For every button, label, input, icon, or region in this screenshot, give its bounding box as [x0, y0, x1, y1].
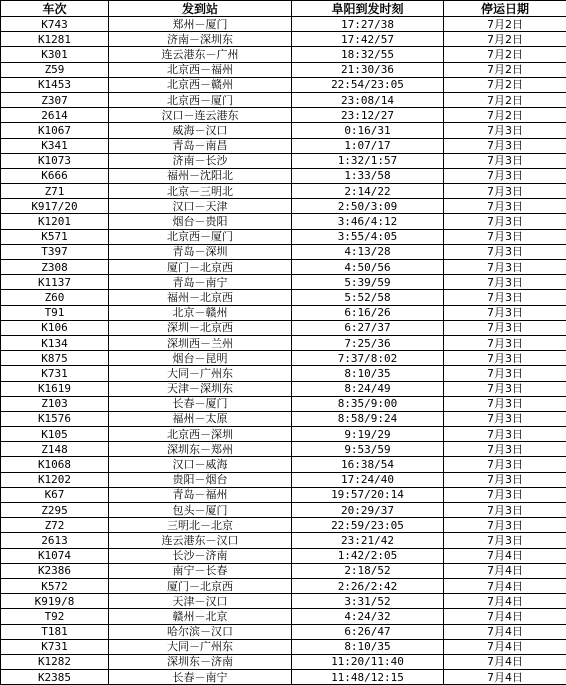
- route-cell: 北京西－厦门: [109, 92, 292, 107]
- time-cell: 17:42/57: [292, 32, 444, 47]
- time-cell: 16:38/54: [292, 457, 444, 472]
- train-number-cell: K1201: [1, 214, 109, 229]
- train-number-cell: T181: [1, 624, 109, 639]
- time-cell: 22:59/23:05: [292, 518, 444, 533]
- time-cell: 17:24/40: [292, 472, 444, 487]
- time-cell: 9:19/29: [292, 427, 444, 442]
- time-cell: 7:37/8:02: [292, 351, 444, 366]
- table-row: [1, 168, 566, 183]
- time-cell: 5:39/59: [292, 275, 444, 290]
- route-cell: 烟台－贵阳: [109, 214, 292, 229]
- route-cell: 连云港东－广州: [109, 47, 292, 62]
- time-cell: 19:57/20:14: [292, 487, 444, 502]
- train-number-cell: K1074: [1, 548, 109, 563]
- train-number-cell: Z71: [1, 184, 109, 199]
- table-row: [1, 427, 566, 442]
- table-row: [1, 503, 566, 518]
- route-cell: 长春－厦门: [109, 396, 292, 411]
- train-number-cell: K1576: [1, 411, 109, 426]
- time-cell: 2:14/22: [292, 184, 444, 199]
- route-cell: 北京西－赣州: [109, 77, 292, 92]
- date-cell: 7月4日: [444, 639, 566, 654]
- train-number-cell: K731: [1, 639, 109, 654]
- table-row: [1, 77, 566, 92]
- train-number-cell: K919/8: [1, 594, 109, 609]
- route-cell: 北京西－福州: [109, 62, 292, 77]
- table-row: [1, 229, 566, 244]
- date-cell: 7月3日: [444, 366, 566, 381]
- train-number-cell: K341: [1, 138, 109, 153]
- table-row: [1, 654, 566, 669]
- time-cell: 23:12/27: [292, 108, 444, 123]
- route-cell: 厦门－北京西: [109, 578, 292, 593]
- route-cell: 北京－三明北: [109, 184, 292, 199]
- table-row: [1, 260, 566, 275]
- time-cell: 23:21/42: [292, 533, 444, 548]
- time-cell: 23:08/14: [292, 92, 444, 107]
- train-number-cell: K1453: [1, 77, 109, 92]
- date-cell: 7月2日: [444, 92, 566, 107]
- route-cell: 福州－沈阳北: [109, 168, 292, 183]
- route-cell: 天津－汉口: [109, 594, 292, 609]
- table-row: [1, 32, 566, 47]
- time-cell: 18:32/55: [292, 47, 444, 62]
- date-cell: 7月3日: [444, 442, 566, 457]
- train-number-cell: K1619: [1, 381, 109, 396]
- train-number-cell: Z308: [1, 260, 109, 275]
- route-cell: 深圳东－济南: [109, 654, 292, 669]
- date-cell: 7月2日: [444, 77, 566, 92]
- time-cell: 4:50/56: [292, 260, 444, 275]
- date-cell: 7月3日: [444, 351, 566, 366]
- time-cell: 3:31/52: [292, 594, 444, 609]
- date-cell: 7月3日: [444, 396, 566, 411]
- date-cell: 7月4日: [444, 594, 566, 609]
- date-cell: 7月4日: [444, 670, 566, 685]
- date-cell: 7月3日: [444, 199, 566, 214]
- route-cell: 济南－长沙: [109, 153, 292, 168]
- route-cell: 郑州－厦门: [109, 17, 292, 32]
- train-number-cell: K301: [1, 47, 109, 62]
- time-cell: 2:26/2:42: [292, 578, 444, 593]
- time-cell: 1:33/58: [292, 168, 444, 183]
- date-cell: 7月3日: [444, 320, 566, 335]
- time-cell: 9:53/59: [292, 442, 444, 457]
- route-cell: 汉口－连云港东: [109, 108, 292, 123]
- train-number-cell: K1281: [1, 32, 109, 47]
- date-cell: 7月3日: [444, 123, 566, 138]
- train-number-cell: K1067: [1, 123, 109, 138]
- table-row: [1, 487, 566, 502]
- date-cell: 7月2日: [444, 17, 566, 32]
- header-route: 发到站: [109, 1, 292, 17]
- train-number-cell: K2385: [1, 670, 109, 685]
- table-row: [1, 320, 566, 335]
- route-cell: 青岛－福州: [109, 487, 292, 502]
- table-row: [1, 670, 566, 685]
- time-cell: 8:58/9:24: [292, 411, 444, 426]
- route-cell: 贵阳－烟台: [109, 472, 292, 487]
- route-cell: 深圳东－郑州: [109, 442, 292, 457]
- date-cell: 7月3日: [444, 244, 566, 259]
- time-cell: 17:27/38: [292, 17, 444, 32]
- date-cell: 7月4日: [444, 563, 566, 578]
- date-cell: 7月3日: [444, 487, 566, 502]
- table-row: [1, 184, 566, 199]
- table-row: [1, 518, 566, 533]
- time-cell: 1:07/17: [292, 138, 444, 153]
- table-row: [1, 335, 566, 350]
- date-cell: 7月4日: [444, 654, 566, 669]
- train-number-cell: Z103: [1, 396, 109, 411]
- train-number-cell: T397: [1, 244, 109, 259]
- table-row: [1, 17, 566, 32]
- time-cell: 6:16/26: [292, 305, 444, 320]
- train-number-cell: K1202: [1, 472, 109, 487]
- time-cell: 1:32/1:57: [292, 153, 444, 168]
- table-row: [1, 578, 566, 593]
- table-row: [1, 609, 566, 624]
- table-row: [1, 214, 566, 229]
- date-cell: 7月3日: [444, 335, 566, 350]
- time-cell: 0:16/31: [292, 123, 444, 138]
- route-cell: 汉口－威海: [109, 457, 292, 472]
- train-number-cell: K1068: [1, 457, 109, 472]
- train-number-cell: K666: [1, 168, 109, 183]
- table-row: [1, 138, 566, 153]
- date-cell: 7月3日: [444, 214, 566, 229]
- train-number-cell: K1137: [1, 275, 109, 290]
- table-row: [1, 442, 566, 457]
- route-cell: 哈尔滨－汉口: [109, 624, 292, 639]
- table-row: [1, 47, 566, 62]
- date-cell: 7月3日: [444, 275, 566, 290]
- train-number-cell: K572: [1, 578, 109, 593]
- train-number-cell: K571: [1, 229, 109, 244]
- header-suspension-date: 停运日期: [444, 1, 566, 17]
- date-cell: 7月4日: [444, 578, 566, 593]
- time-cell: 5:52/58: [292, 290, 444, 305]
- train-number-cell: Z72: [1, 518, 109, 533]
- train-number-cell: 2614: [1, 108, 109, 123]
- route-cell: 连云港东－汉口: [109, 533, 292, 548]
- train-number-cell: K67: [1, 487, 109, 502]
- date-cell: 7月3日: [444, 518, 566, 533]
- train-number-cell: Z59: [1, 62, 109, 77]
- route-cell: 青岛－南昌: [109, 138, 292, 153]
- time-cell: 11:20/11:40: [292, 654, 444, 669]
- date-cell: 7月2日: [444, 32, 566, 47]
- time-cell: 11:48/12:15: [292, 670, 444, 685]
- table-row: [1, 62, 566, 77]
- time-cell: 4:24/32: [292, 609, 444, 624]
- time-cell: 21:30/36: [292, 62, 444, 77]
- route-cell: 烟台－昆明: [109, 351, 292, 366]
- date-cell: 7月3日: [444, 138, 566, 153]
- train-number-cell: K917/20: [1, 199, 109, 214]
- route-cell: 福州－太原: [109, 411, 292, 426]
- train-number-cell: K875: [1, 351, 109, 366]
- table-row: [1, 457, 566, 472]
- table-row: [1, 411, 566, 426]
- route-cell: 大同－广州东: [109, 639, 292, 654]
- table-row: [1, 305, 566, 320]
- time-cell: 8:10/35: [292, 366, 444, 381]
- train-number-cell: K105: [1, 427, 109, 442]
- table-row: [1, 396, 566, 411]
- route-cell: 北京西－厦门: [109, 229, 292, 244]
- route-cell: 南宁－长春: [109, 563, 292, 578]
- time-cell: 2:50/3:09: [292, 199, 444, 214]
- route-cell: 赣州－北京: [109, 609, 292, 624]
- train-number-cell: Z60: [1, 290, 109, 305]
- header-row: [1, 1, 566, 17]
- date-cell: 7月3日: [444, 184, 566, 199]
- route-cell: 青岛－南宁: [109, 275, 292, 290]
- route-cell: 长沙－济南: [109, 548, 292, 563]
- date-cell: 7月2日: [444, 47, 566, 62]
- route-cell: 济南－深圳东: [109, 32, 292, 47]
- date-cell: 7月4日: [444, 548, 566, 563]
- route-cell: 深圳－北京西: [109, 320, 292, 335]
- route-cell: 三明北－北京: [109, 518, 292, 533]
- table-row: [1, 351, 566, 366]
- route-cell: 大同－广州东: [109, 366, 292, 381]
- train-number-cell: T91: [1, 305, 109, 320]
- table-body: [1, 17, 566, 685]
- table-row: [1, 639, 566, 654]
- table-row: [1, 244, 566, 259]
- header-fuyang-times: 阜阳到发时刻: [292, 1, 444, 17]
- route-cell: 汉口－天津: [109, 199, 292, 214]
- route-cell: 深圳西－兰州: [109, 335, 292, 350]
- time-cell: 20:29/37: [292, 503, 444, 518]
- train-number-cell: Z307: [1, 92, 109, 107]
- route-cell: 福州－北京西: [109, 290, 292, 305]
- time-cell: 6:27/37: [292, 320, 444, 335]
- route-cell: 天津－深圳东: [109, 381, 292, 396]
- date-cell: 7月3日: [444, 168, 566, 183]
- date-cell: 7月3日: [444, 229, 566, 244]
- date-cell: 7月3日: [444, 260, 566, 275]
- table-row: [1, 381, 566, 396]
- train-number-cell: Z295: [1, 503, 109, 518]
- route-cell: 包头－厦门: [109, 503, 292, 518]
- time-cell: 6:26/47: [292, 624, 444, 639]
- route-cell: 长春－南宁: [109, 670, 292, 685]
- date-cell: 7月3日: [444, 305, 566, 320]
- date-cell: 7月2日: [444, 62, 566, 77]
- table-row: [1, 624, 566, 639]
- table-row: [1, 290, 566, 305]
- table-row: [1, 123, 566, 138]
- route-cell: 威海－汉口: [109, 123, 292, 138]
- table-row: [1, 366, 566, 381]
- date-cell: 7月3日: [444, 411, 566, 426]
- table-row: [1, 594, 566, 609]
- route-cell: 北京－赣州: [109, 305, 292, 320]
- date-cell: 7月3日: [444, 427, 566, 442]
- time-cell: 3:55/4:05: [292, 229, 444, 244]
- time-cell: 2:18/52: [292, 563, 444, 578]
- header-train-number: 车次: [1, 1, 109, 17]
- time-cell: 7:25/36: [292, 335, 444, 350]
- train-number-cell: 2613: [1, 533, 109, 548]
- route-cell: 厦门－北京西: [109, 260, 292, 275]
- time-cell: 4:13/28: [292, 244, 444, 259]
- table-row: [1, 548, 566, 563]
- time-cell: 22:54/23:05: [292, 77, 444, 92]
- table-row: [1, 533, 566, 548]
- train-number-cell: K1073: [1, 153, 109, 168]
- time-cell: 8:24/49: [292, 381, 444, 396]
- date-cell: 7月4日: [444, 624, 566, 639]
- date-cell: 7月3日: [444, 457, 566, 472]
- train-number-cell: K731: [1, 366, 109, 381]
- table-row: [1, 153, 566, 168]
- route-cell: 北京西－深圳: [109, 427, 292, 442]
- train-number-cell: K1282: [1, 654, 109, 669]
- date-cell: 7月3日: [444, 472, 566, 487]
- time-cell: 8:35/9:00: [292, 396, 444, 411]
- time-cell: 8:10/35: [292, 639, 444, 654]
- date-cell: 7月3日: [444, 153, 566, 168]
- route-cell: 青岛－深圳: [109, 244, 292, 259]
- table-row: [1, 92, 566, 107]
- train-number-cell: K2386: [1, 563, 109, 578]
- train-number-cell: K106: [1, 320, 109, 335]
- train-number-cell: K134: [1, 335, 109, 350]
- table-row: [1, 472, 566, 487]
- train-number-cell: K743: [1, 17, 109, 32]
- table-row: [1, 108, 566, 123]
- train-number-cell: T92: [1, 609, 109, 624]
- date-cell: 7月4日: [444, 609, 566, 624]
- date-cell: 7月3日: [444, 533, 566, 548]
- time-cell: 1:42/2:05: [292, 548, 444, 563]
- train-number-cell: Z148: [1, 442, 109, 457]
- table-row: [1, 199, 566, 214]
- date-cell: 7月3日: [444, 381, 566, 396]
- table-row: [1, 563, 566, 578]
- date-cell: 7月3日: [444, 290, 566, 305]
- date-cell: 7月2日: [444, 108, 566, 123]
- time-cell: 3:46/4:12: [292, 214, 444, 229]
- date-cell: 7月3日: [444, 503, 566, 518]
- table-row: [1, 275, 566, 290]
